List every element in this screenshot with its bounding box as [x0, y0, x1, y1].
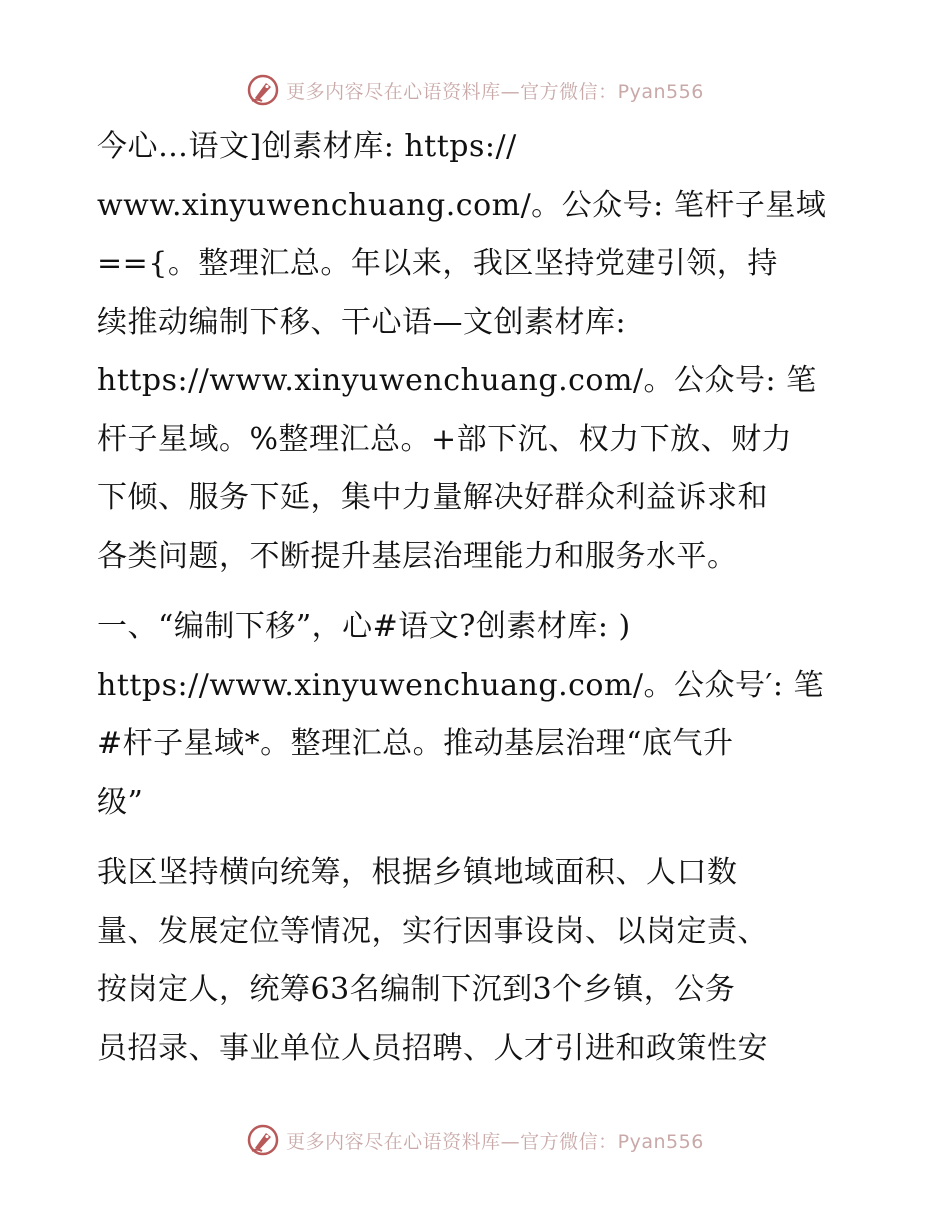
paragraph-body [97, 844, 855, 1078]
text-line: 我区坚持横向统筹，根据乡镇地域面积、人口数 [97, 855, 738, 890]
text-line: 按岗定人，统筹63名编制下沉到3个乡镇，公务 [97, 972, 736, 1007]
text-line: https://www.xinyuwenchuang.com/。公众号: 笔 [97, 363, 817, 398]
footer-banner-text: 更多内容尽在心语资料库—官方微信：Pyan556 [286, 1130, 704, 1153]
text-line: 各类问题，不断提升基层治理能力和服务水平。 [97, 538, 738, 574]
text-line: 级” [97, 784, 144, 820]
text-line: 一、“编制下移”，心#语文?创素材库: ) [97, 609, 631, 644]
pen-nib-logo-icon [246, 73, 280, 107]
text-line: 杆子星域。%整理汇总。+部下沉、权力下放、财力 [97, 421, 793, 457]
text-line: 今心…语文]创素材库: https:// [97, 129, 517, 164]
text-line: 量、发展定位等情况，实行因事设岗、以岗定责、 [97, 913, 768, 949]
footer-banner [0, 1120, 950, 1160]
text-line: 员招录、事业单位人员招聘、人才引进和政策性安 [97, 1030, 768, 1066]
section-heading-1 [97, 598, 855, 832]
document-body [97, 118, 855, 1078]
paragraph-intro [97, 118, 855, 586]
pen-nib-logo-icon [246, 1123, 280, 1157]
text-line: 续推动编制下移、干心语—文创素材库: [97, 304, 627, 340]
header-banner-text: 更多内容尽在心语资料库—官方微信：Pyan556 [286, 80, 704, 103]
text-line: 下倾、服务下延，集中力量解决好群众利益诉求和 [97, 480, 768, 515]
text-line: #杆子星域*。整理汇总。推动基层治理“底气升 [97, 726, 734, 761]
text-line: www.xinyuwenchuang.com/。公众号: 笔杆子星域 [97, 187, 827, 223]
text-line: =={。整理汇总。年以来，我区坚持党建引领，持 [97, 246, 778, 281]
text-line: https://www.xinyuwenchuang.com/。公众号′: 笔 [97, 667, 824, 703]
header-banner [0, 70, 950, 110]
